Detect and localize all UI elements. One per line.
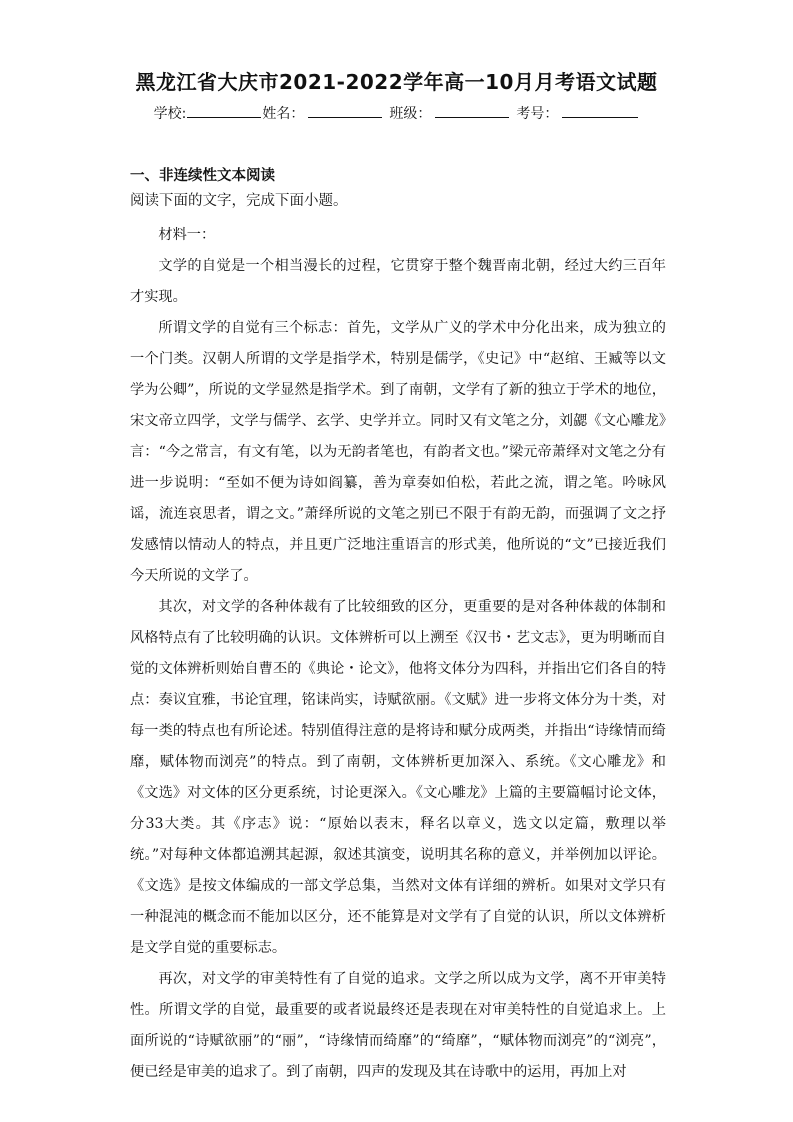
passage-paragraph: 再次，对文学的审美特性有了自觉的追求。文学之所以成为文学，离不开审美特性。所谓文学的自觉，最重要的或者说最终还是表现在对审美特性的自觉追求上。上面所说的“诗赋欲丽”的“丽”，“诗缘情而绮靡”的“绮靡”，“赋体物而浏亮”的“浏亮”，便已经是审美的追求了。到了南朝，四声的发现及其在诗歌中的运用，再加上对 — [130, 971, 666, 1080]
document-title: 黑龙江省大庆市2021-2022学年高一10月月考语文试题 — [135, 70, 658, 94]
passage-body — [130, 220, 666, 1088]
section-heading: 一、非连续性文本阅读 — [130, 168, 275, 184]
class-blank[interactable] — [435, 103, 509, 118]
material-label: 材料一： — [158, 227, 216, 243]
passage-paragraph: 所谓文学的自觉有三个标志：首先，文学从广义的学术中分化出来，成为独立的一个门类。汉朝人所谓的文学是指学术，特别是儒学，《史记》中“赵绾、王臧等以文学为公卿”，所说的文学显然是指学术。到了南朝，文学有了新的独立于学术的地位，宋文帝立四学，文学与儒学、玄学、史学并立。同时又有文笔之分，刘勰《文心雕龙》言：“今之常言，有文有笔，以为无韵者笔也，有韵者文也。”梁元帝萧绎对文笔之分有进一步说明：“至如不便为诗如阎纂，善为章奏如伯松，若此之流，谓之笔。吟咏风谣，流连哀思者，谓之文。”萧绎所说的文笔之别已不限于有韵无韵，而强调了文之抒发感情以情动人的特点，并且更广泛地注重语言的形式美，他所说的“文”已接近我们今天所说的文学了。 — [130, 320, 666, 584]
reading-instruction: 阅读下面的文字，完成下面小题。 — [130, 193, 348, 209]
school-label: 学校: — [153, 106, 187, 122]
exam-no-blank[interactable] — [562, 103, 638, 118]
name-blank[interactable] — [308, 103, 382, 118]
passage-paragraph: 其次，对文学的各种体裁有了比较细致的区分，更重要的是对各种体裁的体制和风格特点有了比较明确的认识。文体辨析可以上溯至《汉书・艺文志》，更为明晰而自觉的文体辨析则始自曹丕的《典论・论文》，他将文体分为四科，并指出它们各自的特点：奏议宜雅，书论宜理，铭诔尚实，诗赋欲丽。《文赋》进一步将文体分为十类，对每一类的特点也有所论述。特别值得注意的是将诗和赋分成两类，并指出“诗缘情而绮靡，赋体物而浏亮”的特点。到了南朝，文体辨析更加深入、系统。《文心雕龙》和《文选》对文体的区分更系统，讨论更深入。《文心雕龙》上篇的主要篇幅讨论文体，分33大类。其《序志》说：“原始以表末，释名以章义，选文以定篇，敷理以举统。”对每种文体都追溯其起源，叙述其演变，说明其名称的意义，并举例加以评论。《文选》是按文体编成的一部文学总集，当然对文体有详细的辨析。如果对文学只有一种混沌的概念而不能加以区分，还不能算是对文学有了自觉的认识，所以文体辨析是文学自觉的重要标志。 — [130, 599, 666, 956]
name-label: 姓名： — [262, 106, 305, 122]
exam-no-label: 考号： — [516, 106, 559, 122]
passage-paragraph: 文学的自觉是一个相当漫长的过程，它贯穿于整个魏晋南北朝，经过大约三百年才实现。 — [130, 258, 666, 305]
school-blank[interactable] — [187, 103, 261, 118]
class-label: 班级： — [389, 106, 432, 122]
student-info-line — [0, 103, 793, 123]
